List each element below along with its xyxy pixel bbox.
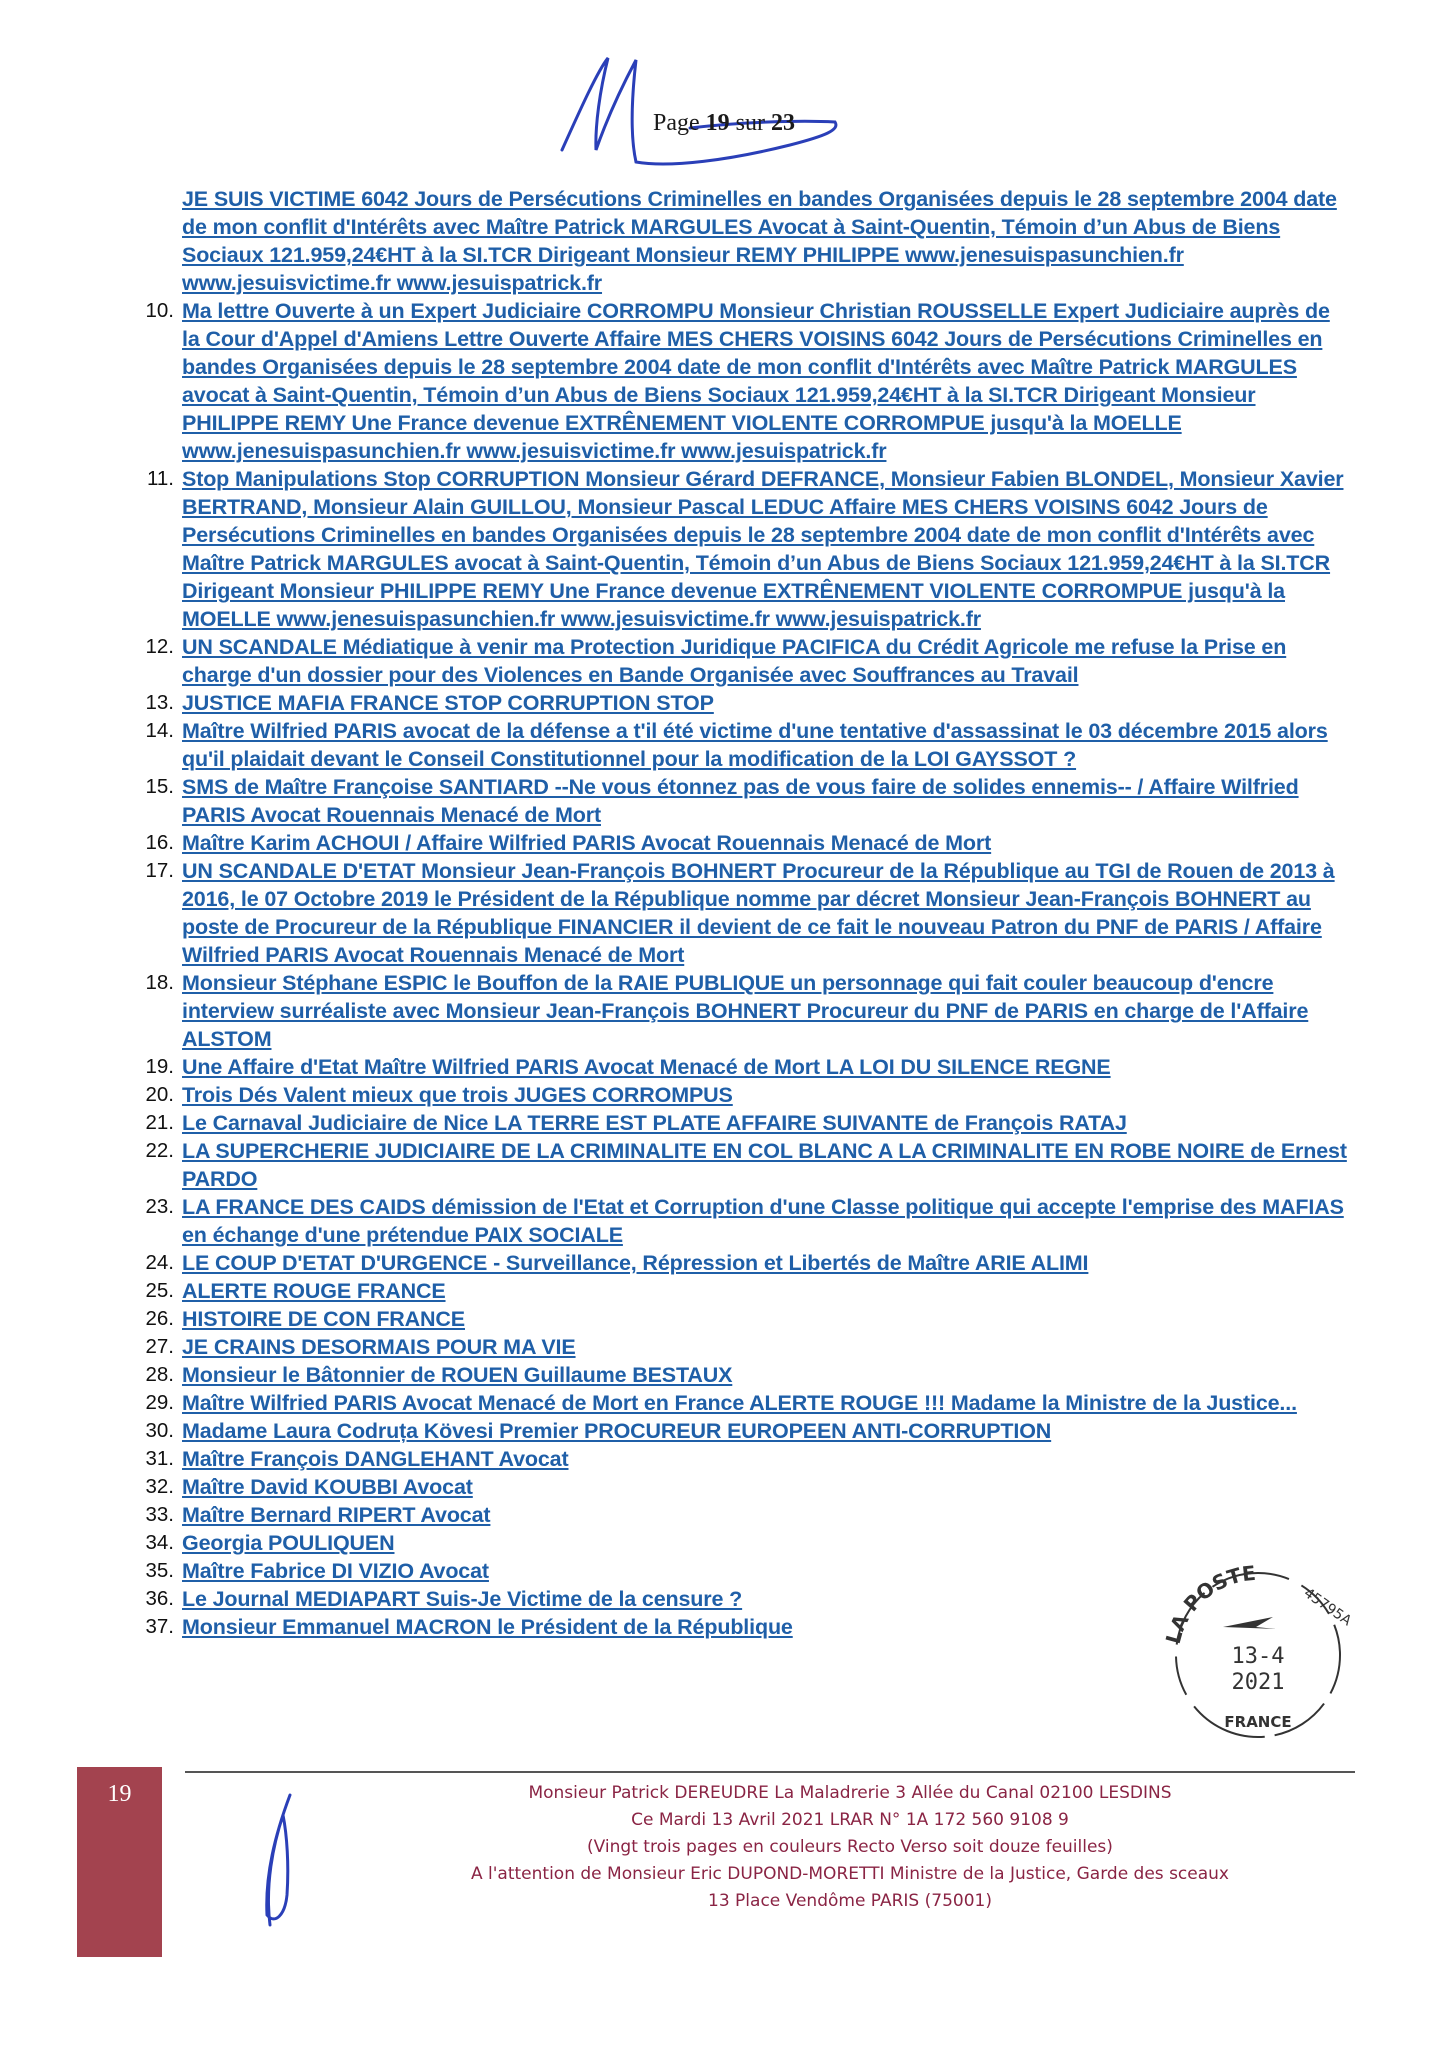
side-page-number: 19 <box>107 1781 132 1807</box>
list-item-number: 24. <box>145 1251 174 1274</box>
footer-recipient: A l'attention de Monsieur Eric DUPOND-MORETTI Ministre de la Justice, Garde des sceaux <box>471 1864 1229 1884</box>
list-item <box>132 1305 1352 1333</box>
list-item-number: 26. <box>145 1307 174 1330</box>
list-item-number: 33. <box>145 1503 174 1526</box>
footer-sender: Monsieur Patrick DEREUDRE La Maladrerie 3 Allée du Canal 02100 LESDINS <box>528 1783 1172 1803</box>
list-item <box>132 1529 1352 1557</box>
of-label: sur <box>735 110 765 136</box>
list-item-number: 10. <box>145 299 174 322</box>
list-item <box>132 1473 1352 1501</box>
list-item <box>132 1081 1352 1109</box>
list-item-number: 14. <box>145 719 174 742</box>
list-item <box>132 1445 1352 1473</box>
list-item <box>132 689 1352 717</box>
list-item <box>132 633 1352 689</box>
list-item-number: 17. <box>145 859 174 882</box>
stamp-date-line2: 2021 <box>1231 1670 1285 1695</box>
list-item-number: 13. <box>145 691 174 714</box>
list-item-link[interactable]: Trois Dés Valent mieux que trois JUGES CORROMPUS <box>182 1083 733 1107</box>
list-item <box>132 773 1352 829</box>
list-item <box>132 1389 1352 1417</box>
numbered-list <box>132 297 1352 1641</box>
footer-divider <box>185 1771 1355 1773</box>
list-item-number: 20. <box>145 1083 174 1106</box>
list-item-link[interactable]: Madame Laura Codruța Kövesi Premier PROCUREUR EUROPEEN ANTI-CORRUPTION <box>182 1419 1052 1443</box>
list-item-number: 32. <box>145 1475 174 1498</box>
list-item-link[interactable]: UN SCANDALE Médiatique à venir ma Protection Juridique PACIFICA du Crédit Agricole me refuse la Prise en charge d'un dossier pour des Violences en Bande Organisée avec Souffrances au Travail <box>182 635 1287 687</box>
list-item-number: 23. <box>145 1195 174 1218</box>
list-item-number: 15. <box>145 775 174 798</box>
list-item-number: 36. <box>145 1587 174 1610</box>
list-item-number: 34. <box>145 1531 174 1554</box>
page-number: 19 <box>705 110 730 136</box>
list-item-number: 12. <box>145 635 174 658</box>
list-item <box>132 1417 1352 1445</box>
list-item-number: 31. <box>145 1447 174 1470</box>
list-item-link[interactable]: LA SUPERCHERIE JUDICIAIRE DE LA CRIMINALITE EN COL BLANC A LA CRIMINALITE EN ROBE NOIRE de Ernest PARDO <box>182 1139 1347 1191</box>
list-item <box>132 829 1352 857</box>
list-item-link-lead[interactable]: JE SUIS VICTIME 6042 Jours de Persécutions Criminelles en bandes Organisées depuis le 28 septembre 2004 date de mon conflit d'Intérêts avec Maître Patrick MARGULES Avocat à Saint-Quentin, Témoin d’un Abus de Biens Sociaux 121.959,24€HT à la SI.TCR Dirigeant Monsieur REMY PHILIPPE www.jenesuispasunchien.fr www.jesuisvictime.fr www.jesuispatrick.fr <box>182 187 1337 295</box>
list-item-number: 18. <box>145 971 174 994</box>
list-item <box>132 1501 1352 1529</box>
list-item-link[interactable]: JUSTICE MAFIA FRANCE STOP CORRUPTION STOP <box>182 691 714 715</box>
list-item-link[interactable]: Georgia POULIQUEN <box>182 1531 395 1555</box>
footer-address: 13 Place Vendôme PARIS (75001) <box>708 1891 992 1911</box>
svg-text:LA POSTE <box>1161 1561 1257 1647</box>
page-label: Page <box>653 110 700 136</box>
list-item <box>132 857 1352 969</box>
bird-emblem-icon <box>1223 1617 1276 1629</box>
list-item-link[interactable]: Le Journal MEDIAPART Suis-Je Victime de la censure ? <box>182 1587 743 1611</box>
list-item <box>132 297 1352 465</box>
list-item-link[interactable]: UN SCANDALE D'ETAT Monsieur Jean-François BOHNERT Procureur de la République au TGI de Rouen de 2013 à 2016, le 07 Octobre 2019 le Président de la République nomme par décret Monsieur Jean-François BOHNERT au poste de Procureur de la République FINANCIER il devient de ce fait le nouveau Patron du PNF de PARIS / Affaire Wilfried PARIS Avocat Rouennais Menacé de Mort <box>182 859 1335 967</box>
footer-pages-note: (Vingt trois pages en couleurs Recto Verso soit douze feuilles) <box>587 1837 1113 1857</box>
stamp-code: 45795A <box>1300 1585 1355 1630</box>
list-item <box>132 1249 1352 1277</box>
list-item-link[interactable]: Maître David KOUBBI Avocat <box>182 1475 473 1499</box>
stamp-date-line1: 13-4 <box>1231 1644 1285 1669</box>
list-item <box>132 465 1352 633</box>
list-item-link[interactable]: Maître François DANGLEHANT Avocat <box>182 1447 569 1471</box>
list-item-number: 21. <box>145 1111 174 1134</box>
list-item-number: 11. <box>147 467 174 490</box>
list-item-link[interactable]: SMS de Maître Françoise SANTIARD --Ne vous étonnez pas de vous faire de solides ennemis-- / Affaire Wilfried PARIS Avocat Rouennais Menacé de Mort <box>182 775 1299 827</box>
list-item <box>132 1053 1352 1081</box>
list-item <box>132 1137 1352 1193</box>
list-item-link[interactable]: Une Affaire d'Etat Maître Wilfried PARIS Avocat Menacé de Mort LA LOI DU SILENCE REGNE <box>182 1055 1111 1079</box>
signature-bottom <box>235 1785 325 1935</box>
page-header <box>0 110 1448 137</box>
list-item-number: 16. <box>145 831 174 854</box>
list-item-number: 30. <box>145 1419 174 1442</box>
list-item-link[interactable]: Stop Manipulations Stop CORRUPTION Monsieur Gérard DEFRANCE, Monsieur Fabien BLONDEL, Monsieur Xavier BERTRAND, Monsieur Alain GUILLOU, Monsieur Pascal LEDUC Affaire MES CHERS VOISINS 6042 Jours de Persécutions Criminelles en bandes Organisées depuis le 28 septembre 2004 date de mon conflit d'Intérêts avec Maître Patrick MARGULES avocat à Saint-Quentin, Témoin d’un Abus de Biens Sociaux 121.959,24€HT à la SI.TCR Dirigeant Monsieur PHILIPPE REMY Une France devenue EXTRÊNEMENT VIOLENTE CORROMPUE jusqu'à la MOELLE www.jenesuispasunchien.fr www.jesuisvictime.fr www.jesuispatrick.fr <box>182 467 1344 631</box>
list-item-number: 25. <box>145 1279 174 1302</box>
list-item <box>132 1277 1352 1305</box>
list-item <box>132 1361 1352 1389</box>
total-pages: 23 <box>771 110 795 136</box>
list-item-link[interactable]: Maître Fabrice DI VIZIO Avocat <box>182 1559 489 1583</box>
list-item-link[interactable]: Maître Karim ACHOUI / Affaire Wilfried PARIS Avocat Rouennais Menacé de Mort <box>182 831 992 855</box>
list-item <box>132 1193 1352 1249</box>
list-item-link[interactable]: Monsieur Emmanuel MACRON le Président de la République <box>182 1615 793 1639</box>
list-item-link[interactable]: Monsieur Stéphane ESPIC le Bouffon de la RAIE PUBLIQUE un personnage qui fait couler beaucoup d'encre interview surréaliste avec Monsieur Jean-François BOHNERT Procureur du PNF de PARIS en charge de l'Affaire ALSTOM <box>182 971 1309 1051</box>
link-list <box>132 185 1352 1641</box>
list-item-number: 27. <box>145 1335 174 1358</box>
list-item-number: 28. <box>145 1363 174 1386</box>
list-item-link[interactable]: LA FRANCE DES CAIDS démission de l'Etat et Corruption d'une Classe politique qui accepte l'emprise des MAFIAS en échange d'une prétendue PAIX SOCIALE <box>182 1195 1344 1247</box>
list-item-number: 29. <box>145 1391 174 1414</box>
list-item-link[interactable]: Maître Wilfried PARIS avocat de la défense a t'il été victime d'une tentative d'assassinat le 03 décembre 2015 alors qu'il plaidait devant le Conseil Constitutionnel pour la modification de la LOI GAYSSOT ? <box>182 719 1328 771</box>
footer-date-lrar: Ce Mardi 13 Avril 2021 LRAR N° 1A 172 560 9108 9 <box>631 1810 1069 1830</box>
list-item-link[interactable]: ALERTE ROUGE FRANCE <box>182 1279 446 1303</box>
list-item <box>132 1109 1352 1137</box>
list-item-link[interactable]: LE COUP D'ETAT D'URGENCE - Surveillance, Répression et Libertés de Maître ARIE ALIMI <box>182 1251 1089 1275</box>
list-item <box>132 1333 1352 1361</box>
list-item-number: 19. <box>145 1055 174 1078</box>
list-item-number: 37. <box>145 1615 174 1638</box>
list-item-link[interactable]: Ma lettre Ouverte à un Expert Judiciaire CORROMPU Monsieur Christian ROUSSELLE Expert Judiciaire auprès de la Cour d'Appel d'Amiens Lettre Ouverte Affaire MES CHERS VOISINS 6042 Jours de Persécutions Criminelles en bandes Organisées depuis le 28 septembre 2004 date de mon conflit d'Intérêts avec Maître Patrick MARGULES avocat à Saint-Quentin, Témoin d’un Abus de Biens Sociaux 121.959,24€HT à la SI.TCR Dirigeant Monsieur PHILIPPE REMY Une France devenue EXTRÊNEMENT VIOLENTE CORROMPUE jusqu'à la MOELLE www.jenesuispasunchien.fr www.jesuisvictime.fr www.jesuispatrick.fr <box>182 299 1330 463</box>
footer-address-block <box>360 1780 1340 1915</box>
list-item-link[interactable]: HISTOIRE DE CON FRANCE <box>182 1307 465 1331</box>
list-item-link[interactable]: JE CRAINS DESORMAIS POUR MA VIE <box>182 1335 576 1359</box>
list-item <box>132 969 1352 1053</box>
stamp-top-text: LA POSTE <box>1160 1560 1257 1647</box>
stamp-bottom-text: FRANCE <box>1224 1713 1292 1731</box>
list-item-link[interactable]: Le Carnaval Judiciaire de Nice LA TERRE EST PLATE AFFAIRE SUIVANTE de François RATAJ <box>182 1111 1127 1135</box>
list-item <box>132 717 1352 773</box>
list-item-number: 35. <box>145 1559 174 1582</box>
postal-stamp <box>1148 1555 1368 1745</box>
list-item-number: 22. <box>145 1139 174 1162</box>
list-item-link[interactable]: Maître Bernard RIPERT Avocat <box>182 1503 491 1527</box>
list-item-link[interactable]: Monsieur le Bâtonnier de ROUEN Guillaume BESTAUX <box>182 1363 733 1387</box>
list-item-link[interactable]: Maître Wilfried PARIS Avocat Menacé de Mort en France ALERTE ROUGE !!! Madame la Ministre de la Justice... <box>182 1391 1297 1415</box>
